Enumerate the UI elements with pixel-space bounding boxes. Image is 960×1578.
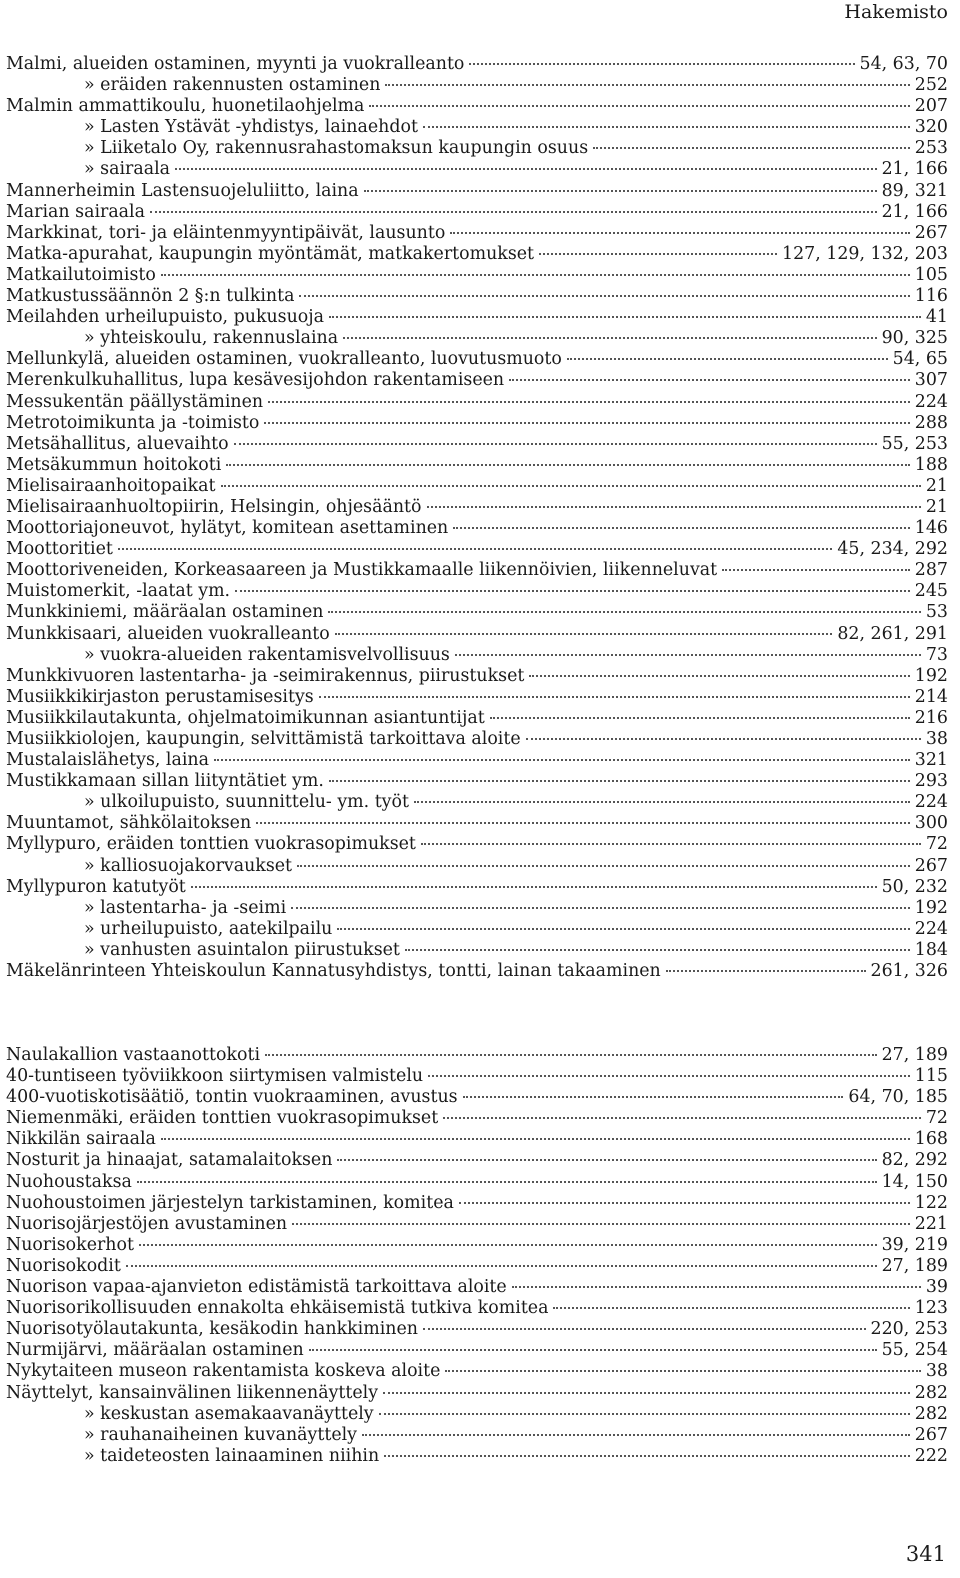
dot-leader [329, 316, 921, 318]
page-references: 267 [914, 1424, 948, 1445]
page-references: 127, 129, 132, 203 [782, 243, 948, 264]
page-references: 220, 253 [870, 1319, 948, 1340]
index-entry [6, 117, 948, 138]
index-entry [6, 159, 948, 180]
dot-leader [421, 843, 921, 845]
page-references: 188 [914, 454, 948, 475]
dot-leader [539, 253, 777, 255]
index-entry-text: Nykytaiteen museon rakentamista koskeva aloite [6, 1361, 441, 1382]
dot-leader [379, 1413, 910, 1415]
index-subentry-text: » yhteiskoulu, rakennuslaina [84, 328, 339, 349]
index-entry-text: Mielisairaanhuoltopiirin, Helsingin, ohjesääntö [6, 496, 422, 517]
dot-leader [414, 801, 910, 803]
page-number: 341 [905, 1542, 946, 1566]
dot-leader [337, 928, 909, 930]
index-entry [6, 771, 948, 792]
index-entry [6, 75, 948, 96]
page-references: 14, 150 [881, 1171, 948, 1192]
page-references: 89, 321 [881, 180, 948, 201]
page-references: 261, 326 [870, 961, 948, 982]
page-references: 168 [914, 1129, 948, 1150]
page-references: 288 [914, 412, 948, 433]
page-references: 21, 166 [881, 201, 948, 222]
index-section-n [6, 1045, 948, 1467]
dot-leader [364, 190, 877, 192]
dot-leader [161, 274, 910, 276]
page-references: 39 [925, 1277, 948, 1298]
index-entry [6, 434, 948, 455]
page-references: 55, 253 [881, 433, 948, 454]
index-entry [6, 1235, 948, 1256]
dot-leader [455, 654, 921, 656]
dot-leader [445, 1370, 920, 1372]
index-entry [6, 1087, 948, 1108]
index-entry-text: Markkinat, tori- ja eläintenmyyntipäivät, lausunto [6, 222, 446, 243]
page-references: 41 [925, 307, 948, 328]
index-entry [6, 1214, 948, 1235]
dot-leader [443, 1117, 921, 1119]
dot-leader [529, 675, 909, 677]
page-references: 55, 254 [881, 1340, 948, 1361]
page-references: 72 [925, 1108, 948, 1129]
index-entry-text: Munkkisaari, alueiden vuokralleanto [6, 623, 330, 644]
page-references: 321 [914, 750, 948, 771]
dot-leader [453, 527, 910, 529]
page-references: 21 [925, 475, 948, 496]
index-entry-text: Nuohoustoimen järjestelyn tarkistaminen, komitea [6, 1192, 454, 1213]
index-entry-text: Naulakallion vastaanottokoti [6, 1045, 261, 1065]
index-entry [6, 940, 948, 961]
page-references: 293 [914, 771, 948, 792]
dot-leader [427, 506, 921, 508]
page-references: 21, 166 [881, 159, 948, 180]
index-entry [6, 834, 948, 855]
index-entry [6, 1129, 948, 1150]
dot-leader [297, 865, 910, 867]
index-entry [6, 370, 948, 391]
index-entry-text: Moottoriajoneuvot, hylätyt, komitean asettaminen [6, 518, 449, 539]
index-entry [6, 1319, 948, 1340]
page-references: 252 [914, 75, 948, 96]
dot-leader [299, 295, 909, 297]
index-entry [6, 750, 948, 771]
page-references: 224 [914, 792, 948, 813]
dot-leader [175, 168, 877, 170]
page-references: 82, 261, 291 [837, 623, 948, 644]
page-references: 27, 189 [881, 1045, 948, 1065]
index-entry [6, 223, 948, 244]
index-entry [6, 455, 948, 476]
index-entry [6, 1361, 948, 1382]
page-references: 72 [925, 834, 948, 855]
page-references: 320 [914, 117, 948, 138]
dot-leader [291, 907, 910, 909]
page-references: 245 [914, 581, 948, 602]
index-entry-text: Matkailutoimisto [6, 264, 156, 285]
index-entry [6, 961, 948, 982]
index-entry-text: Nuorisorikollisuuden ennakolta ehkäisemistä tutkiva komitea [6, 1298, 549, 1319]
page-references: 192 [914, 897, 948, 918]
dot-leader [384, 1455, 910, 1457]
page-references: 21 [925, 496, 948, 517]
index-entry-text: Musiikkikirjaston perustamisesitys [6, 686, 314, 707]
index-entry [6, 181, 948, 202]
page-references: 39, 219 [881, 1234, 948, 1255]
dot-leader [450, 232, 909, 234]
index-entry-text: 40-tuntiseen työviikkoon siirtymisen valmistelu [6, 1066, 424, 1087]
index-entry [6, 265, 948, 286]
dot-leader [593, 147, 910, 149]
dot-leader [264, 422, 909, 424]
page-references: 300 [914, 813, 948, 834]
index-entry [6, 349, 948, 370]
dot-leader [490, 717, 910, 719]
index-entry [6, 645, 948, 666]
index-entry [6, 602, 948, 623]
page-references: 27, 189 [881, 1255, 948, 1276]
index-entry [6, 307, 948, 328]
index-entry [6, 1446, 948, 1467]
dot-leader [265, 1054, 877, 1056]
dot-leader [509, 379, 910, 381]
index-entry-text: Myllypuron katutyöt [6, 876, 186, 897]
index-entry-text: Metsähallitus, aluevaihto [6, 433, 229, 454]
dot-leader [329, 780, 910, 782]
index-entry [6, 1045, 948, 1066]
index-entry [6, 518, 948, 539]
index-entry [6, 413, 948, 434]
page-references: 90, 325 [881, 328, 948, 349]
dot-leader [150, 211, 877, 213]
index-entry-text: Nuohoustaksa [6, 1171, 132, 1192]
index-entry [6, 1193, 948, 1214]
index-entry-text: Nikkilän sairaala [6, 1129, 156, 1150]
index-entry-text: Musiikkilautakunta, ohjelmatoimikunnan asiantuntijat [6, 707, 485, 728]
index-entry-text: Malmi, alueiden ostaminen, myynti ja vuokralleanto [6, 54, 465, 74]
page-references: 221 [914, 1213, 948, 1234]
page-references: 216 [914, 707, 948, 728]
page-references: 146 [914, 518, 948, 539]
index-entry-text: Meilahden urheilupuisto, pukusuoja [6, 307, 325, 328]
page-references: 122 [914, 1192, 948, 1213]
index-entry-text: Niemenmäki, eräiden tonttien vuokrasopimukset [6, 1108, 439, 1129]
index-entry [6, 328, 948, 349]
page-references: 222 [914, 1445, 948, 1466]
index-subentry-text: » vuokra-alueiden rakentamisvelvollisuus [84, 644, 450, 665]
index-entry-text: Muuntamot, sähkölaitoksen [6, 813, 252, 834]
index-subentry-text: » sairaala [84, 159, 171, 180]
index-entry-text: Moottoritiet [6, 539, 113, 560]
page-references: 214 [914, 686, 948, 707]
index-entry [6, 1404, 948, 1425]
index-entry-text: Matka-apurahat, kaupungin myöntämät, matkakertomukset [6, 243, 535, 264]
index-entry [6, 560, 948, 581]
index-entry [6, 1066, 948, 1087]
dot-leader [235, 590, 910, 592]
page-references: 54, 63, 70 [859, 54, 948, 74]
index-subentry-text: » vanhusten asuintalon piirustukset [84, 939, 400, 960]
index-entry-text: Nurmijärvi, määräalan ostaminen [6, 1340, 304, 1361]
dot-leader [343, 337, 877, 339]
page-references: 54, 65 [892, 349, 948, 370]
index-entry [6, 792, 948, 813]
index-entry [6, 581, 948, 602]
index-entry [6, 96, 948, 117]
dot-leader [385, 84, 909, 86]
dot-leader [666, 970, 866, 972]
page-references: 45, 234, 292 [837, 539, 948, 560]
page-references: 64, 70, 185 [848, 1087, 948, 1108]
index-entry [6, 1425, 948, 1446]
index-entry-text: Musiikkiolojen, kaupungin, selvittämistä tarkoittava aloite [6, 729, 521, 749]
dot-leader [226, 464, 910, 466]
index-entry-text: 400-vuotiskotisäätiö, tontin vuokraaminen, avustus [6, 1087, 458, 1108]
index-entry [6, 1383, 948, 1404]
index-entry-text: Mielisairaanhoitopaikat [6, 475, 216, 496]
page-references: 53 [925, 602, 948, 623]
index-entry-text: Näyttelyt, kansainvälinen liikennenäyttely [6, 1382, 379, 1403]
dot-leader [328, 611, 920, 613]
index-subentry-text: » ulkoilupuisto, suunnittelu- ym. työt [84, 792, 409, 813]
page-references: 267 [914, 855, 948, 876]
page-references: 73 [925, 644, 948, 665]
index-section-m [6, 54, 948, 982]
index-entry-text: Metrotoimikunta ja -toimisto [6, 412, 260, 433]
dot-leader [214, 759, 910, 761]
dot-leader [137, 1181, 877, 1183]
index-entry [6, 244, 948, 265]
index-entry-text: Malmin ammattikoulu, huonetilaohjelma [6, 96, 365, 117]
index-entry [6, 202, 948, 223]
index-entry-text: Nuorisokerhot [6, 1234, 134, 1255]
dot-leader [161, 1138, 910, 1140]
index-entry-text: Matkustussäännön 2 §:n tulkinta [6, 286, 295, 307]
dot-leader [567, 358, 888, 360]
index-entry-text: Merenkulkuhallitus, lupa kesävesijohdon rakentamiseen [6, 370, 505, 391]
index-entry-text: Messukentän päällystäminen [6, 391, 264, 412]
index-subentry-text: » rauhanaiheinen kuvanäyttely [84, 1424, 358, 1445]
running-header: Hakemisto [844, 1, 948, 23]
index-entry [6, 919, 948, 940]
index-entry [6, 687, 948, 708]
dot-leader [337, 1159, 876, 1161]
dot-leader [256, 822, 910, 824]
page-references: 282 [914, 1403, 948, 1424]
index-entry [6, 1256, 948, 1277]
dot-leader [309, 1349, 877, 1351]
index-entry-text: Mäkelänrinteen Yhteiskoulun Kannatusyhdistys, tontti, lainan takaaminen [6, 961, 661, 982]
index-entry-text: Mannerheimin Lastensuojeluliitto, laina [6, 180, 359, 201]
dot-leader [268, 401, 910, 403]
index-entry-text: Metsäkummun hoitokoti [6, 454, 222, 475]
index-entry [6, 1298, 948, 1319]
page-references: 224 [914, 918, 948, 939]
index-entry-text: Munkkivuoren lastentarha- ja -seimirakennus, piirustukset [6, 665, 525, 686]
index-entry [6, 624, 948, 645]
index-entry [6, 1277, 948, 1298]
dot-leader [463, 1096, 844, 1098]
index-entry [6, 729, 948, 750]
index-entry-text: Mustalaislähetys, laina [6, 750, 209, 771]
index-entry-text: Moottoriveneiden, Korkeasaareen ja Mustikkamaalle liikennöivien, liikenneluvat [6, 560, 718, 581]
dot-leader [459, 1202, 910, 1204]
dot-leader [405, 949, 910, 951]
index-subentry-text: » eräiden rakennusten ostaminen [84, 75, 381, 96]
page-references: 50, 232 [881, 876, 948, 897]
page-references: 105 [914, 264, 948, 285]
index-entry-text: Nuorisotyölautakunta, kesäkodin hankkiminen [6, 1319, 418, 1340]
dot-leader [722, 569, 910, 571]
index-entry [6, 708, 948, 729]
dot-leader [526, 738, 921, 740]
index-entry [6, 1340, 948, 1361]
dot-leader [292, 1223, 910, 1225]
index-entry-text: Nuorisokodit [6, 1255, 121, 1276]
index-entry [6, 813, 948, 834]
index-entry [6, 898, 948, 919]
index-entry [6, 286, 948, 307]
index-entry [6, 666, 948, 687]
index-entry-text: Munkkiniemi, määräalan ostaminen [6, 602, 324, 623]
page-references: 38 [925, 729, 948, 749]
page-references: 123 [914, 1298, 948, 1319]
dot-leader [423, 126, 910, 128]
dot-leader [469, 63, 854, 65]
page-references: 207 [914, 96, 948, 117]
index-entry-text: Mellunkylä, alueiden ostaminen, vuokralleanto, luovutusmuoto [6, 349, 562, 370]
index-entry-text: Muistomerkit, -laatat ym. [6, 581, 231, 602]
index-entry [6, 856, 948, 877]
dot-leader [512, 1286, 921, 1288]
page-references: 307 [914, 370, 948, 391]
index-entry [6, 1172, 948, 1193]
page-references: 116 [914, 286, 948, 307]
index-entry [6, 54, 948, 75]
index-entry [6, 1150, 948, 1171]
index-entry-text: Mustikkamaan sillan liityntätiet ym. [6, 771, 324, 792]
index-entry [6, 476, 948, 497]
index-entry [6, 497, 948, 518]
page-references: 184 [914, 939, 948, 960]
index-subentry-text: » kalliosuojakorvaukset [84, 855, 293, 876]
index-subentry-text: » Lasten Ystävät -yhdistys, lainaehdot [84, 117, 418, 138]
dot-leader [383, 1392, 910, 1394]
index-entry-text: Nuorisojärjestöjen avustaminen [6, 1213, 288, 1234]
page-references: 192 [914, 665, 948, 686]
dot-leader [139, 1244, 877, 1246]
index-entry-text: Nosturit ja hinaajat, satamalaitoksen [6, 1150, 333, 1171]
index-entry [6, 392, 948, 413]
dot-leader [362, 1434, 910, 1436]
dot-leader [553, 1307, 909, 1309]
page-references: 38 [925, 1361, 948, 1382]
dot-leader [126, 1265, 877, 1267]
index-entry [6, 138, 948, 159]
index-entry [6, 877, 948, 898]
index-entry-text: Myllypuro, eräiden tonttien vuokrasopimukset [6, 834, 416, 855]
page-references: 115 [914, 1066, 948, 1087]
index-entry-text: Marian sairaala [6, 201, 145, 222]
dot-leader [369, 105, 909, 107]
dot-leader [221, 485, 921, 487]
dot-leader [423, 1328, 866, 1330]
dot-leader [118, 548, 832, 550]
dot-leader [335, 633, 833, 635]
page-references: 282 [914, 1382, 948, 1403]
index-entry [6, 539, 948, 560]
index-subentry-text: » taideteosten lainaaminen niihin [84, 1445, 380, 1466]
index-entry [6, 1108, 948, 1129]
page-references: 253 [914, 138, 948, 159]
index-subentry-text: » Liiketalo Oy, rakennusrahastomaksun kaupungin osuus [84, 138, 589, 159]
page-references: 267 [914, 222, 948, 243]
index-entry-text: Nuorison vapaa-ajanvieton edistämistä tarkoittava aloite [6, 1277, 507, 1298]
index-subentry-text: » lastentarha- ja -seimi [84, 897, 287, 918]
index-subentry-text: » urheilupuisto, aatekilpailu [84, 918, 333, 939]
dot-leader [428, 1075, 910, 1077]
page-references: 82, 292 [881, 1150, 948, 1171]
dot-leader [319, 696, 910, 698]
page-references: 287 [914, 560, 948, 581]
dot-leader [191, 886, 877, 888]
index-subentry-text: » keskustan asemakaavanäyttely [84, 1403, 374, 1424]
dot-leader [234, 443, 877, 445]
page-references: 224 [914, 391, 948, 412]
